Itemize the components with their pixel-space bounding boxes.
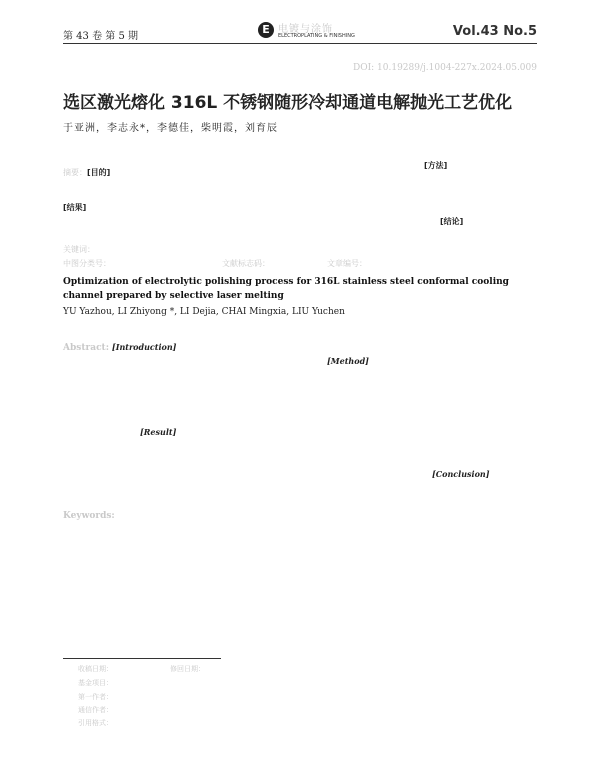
keywords-cn-label: 关键词： — [63, 245, 95, 254]
footnote-rule — [63, 658, 221, 659]
first-author-label: 第一作者： — [78, 693, 113, 701]
article-no-label: 文章编号： — [327, 259, 367, 268]
header-rule — [63, 43, 537, 44]
journal-issue: 第 43 卷 第 5 期 — [63, 31, 138, 42]
abstract-en-line1 — [63, 342, 176, 353]
journal-logo — [258, 20, 355, 42]
abstract-en-method: [Method] — [327, 356, 369, 366]
fund-label: 基金项目： — [78, 679, 113, 687]
corresponding-label: 通信作者： — [78, 706, 113, 714]
authors-cn: 于亚洲，李志永*，李德佳，柴明霞，刘育辰 — [63, 123, 278, 134]
abstract-cn-label: 摘要： — [63, 168, 87, 177]
abstract-cn-conclusion: [结论] — [440, 217, 464, 226]
journal-volume: Vol.43 No.5 — [452, 24, 537, 39]
citation-label: 引用格式： — [78, 719, 113, 727]
abstract-en-intro: [Introduction] — [111, 342, 177, 352]
received-label: 收稿日期： — [78, 665, 113, 673]
abstract-cn-intro: [目的] — [87, 168, 111, 177]
abstract-en-label: Abstract: — [63, 343, 110, 353]
logo-en-text: ELECTROPLATING & FINISHING — [278, 33, 355, 39]
keywords-en-label: Keywords: — [63, 511, 115, 521]
title-en: Optimization of electrolytic polishing process for 316L stainless steel conformal cooling channel prepared by selective laser melting — [63, 277, 509, 301]
abstract-cn-line1 — [63, 160, 110, 179]
doc-code-label: 文献标志码： — [222, 259, 270, 268]
revised-label: 修回日期： — [170, 665, 205, 673]
logo-cn-text: 电镀与涂饰 — [278, 24, 333, 35]
doi: DOI: 10.19289/j.1004-227x.2024.05.009 — [353, 63, 537, 73]
logo-mark-icon: E — [258, 22, 274, 38]
abstract-cn-result: [结果] — [63, 203, 87, 212]
abstract-cn-method: [方法] — [424, 161, 448, 170]
authors-en: YU Yazhou, LI Zhiyong *, LI Dejia, CHAI Mingxia, LIU Yuchen — [63, 307, 345, 317]
abstract-en-result: [Result] — [140, 427, 177, 437]
abstract-en-conclusion: [Conclusion] — [432, 469, 490, 479]
clc-label: 中图分类号： — [63, 259, 111, 268]
title-cn: 选区激光熔化 316L 不锈钢随形冷却通道电解抛光工艺优化 — [63, 93, 513, 113]
